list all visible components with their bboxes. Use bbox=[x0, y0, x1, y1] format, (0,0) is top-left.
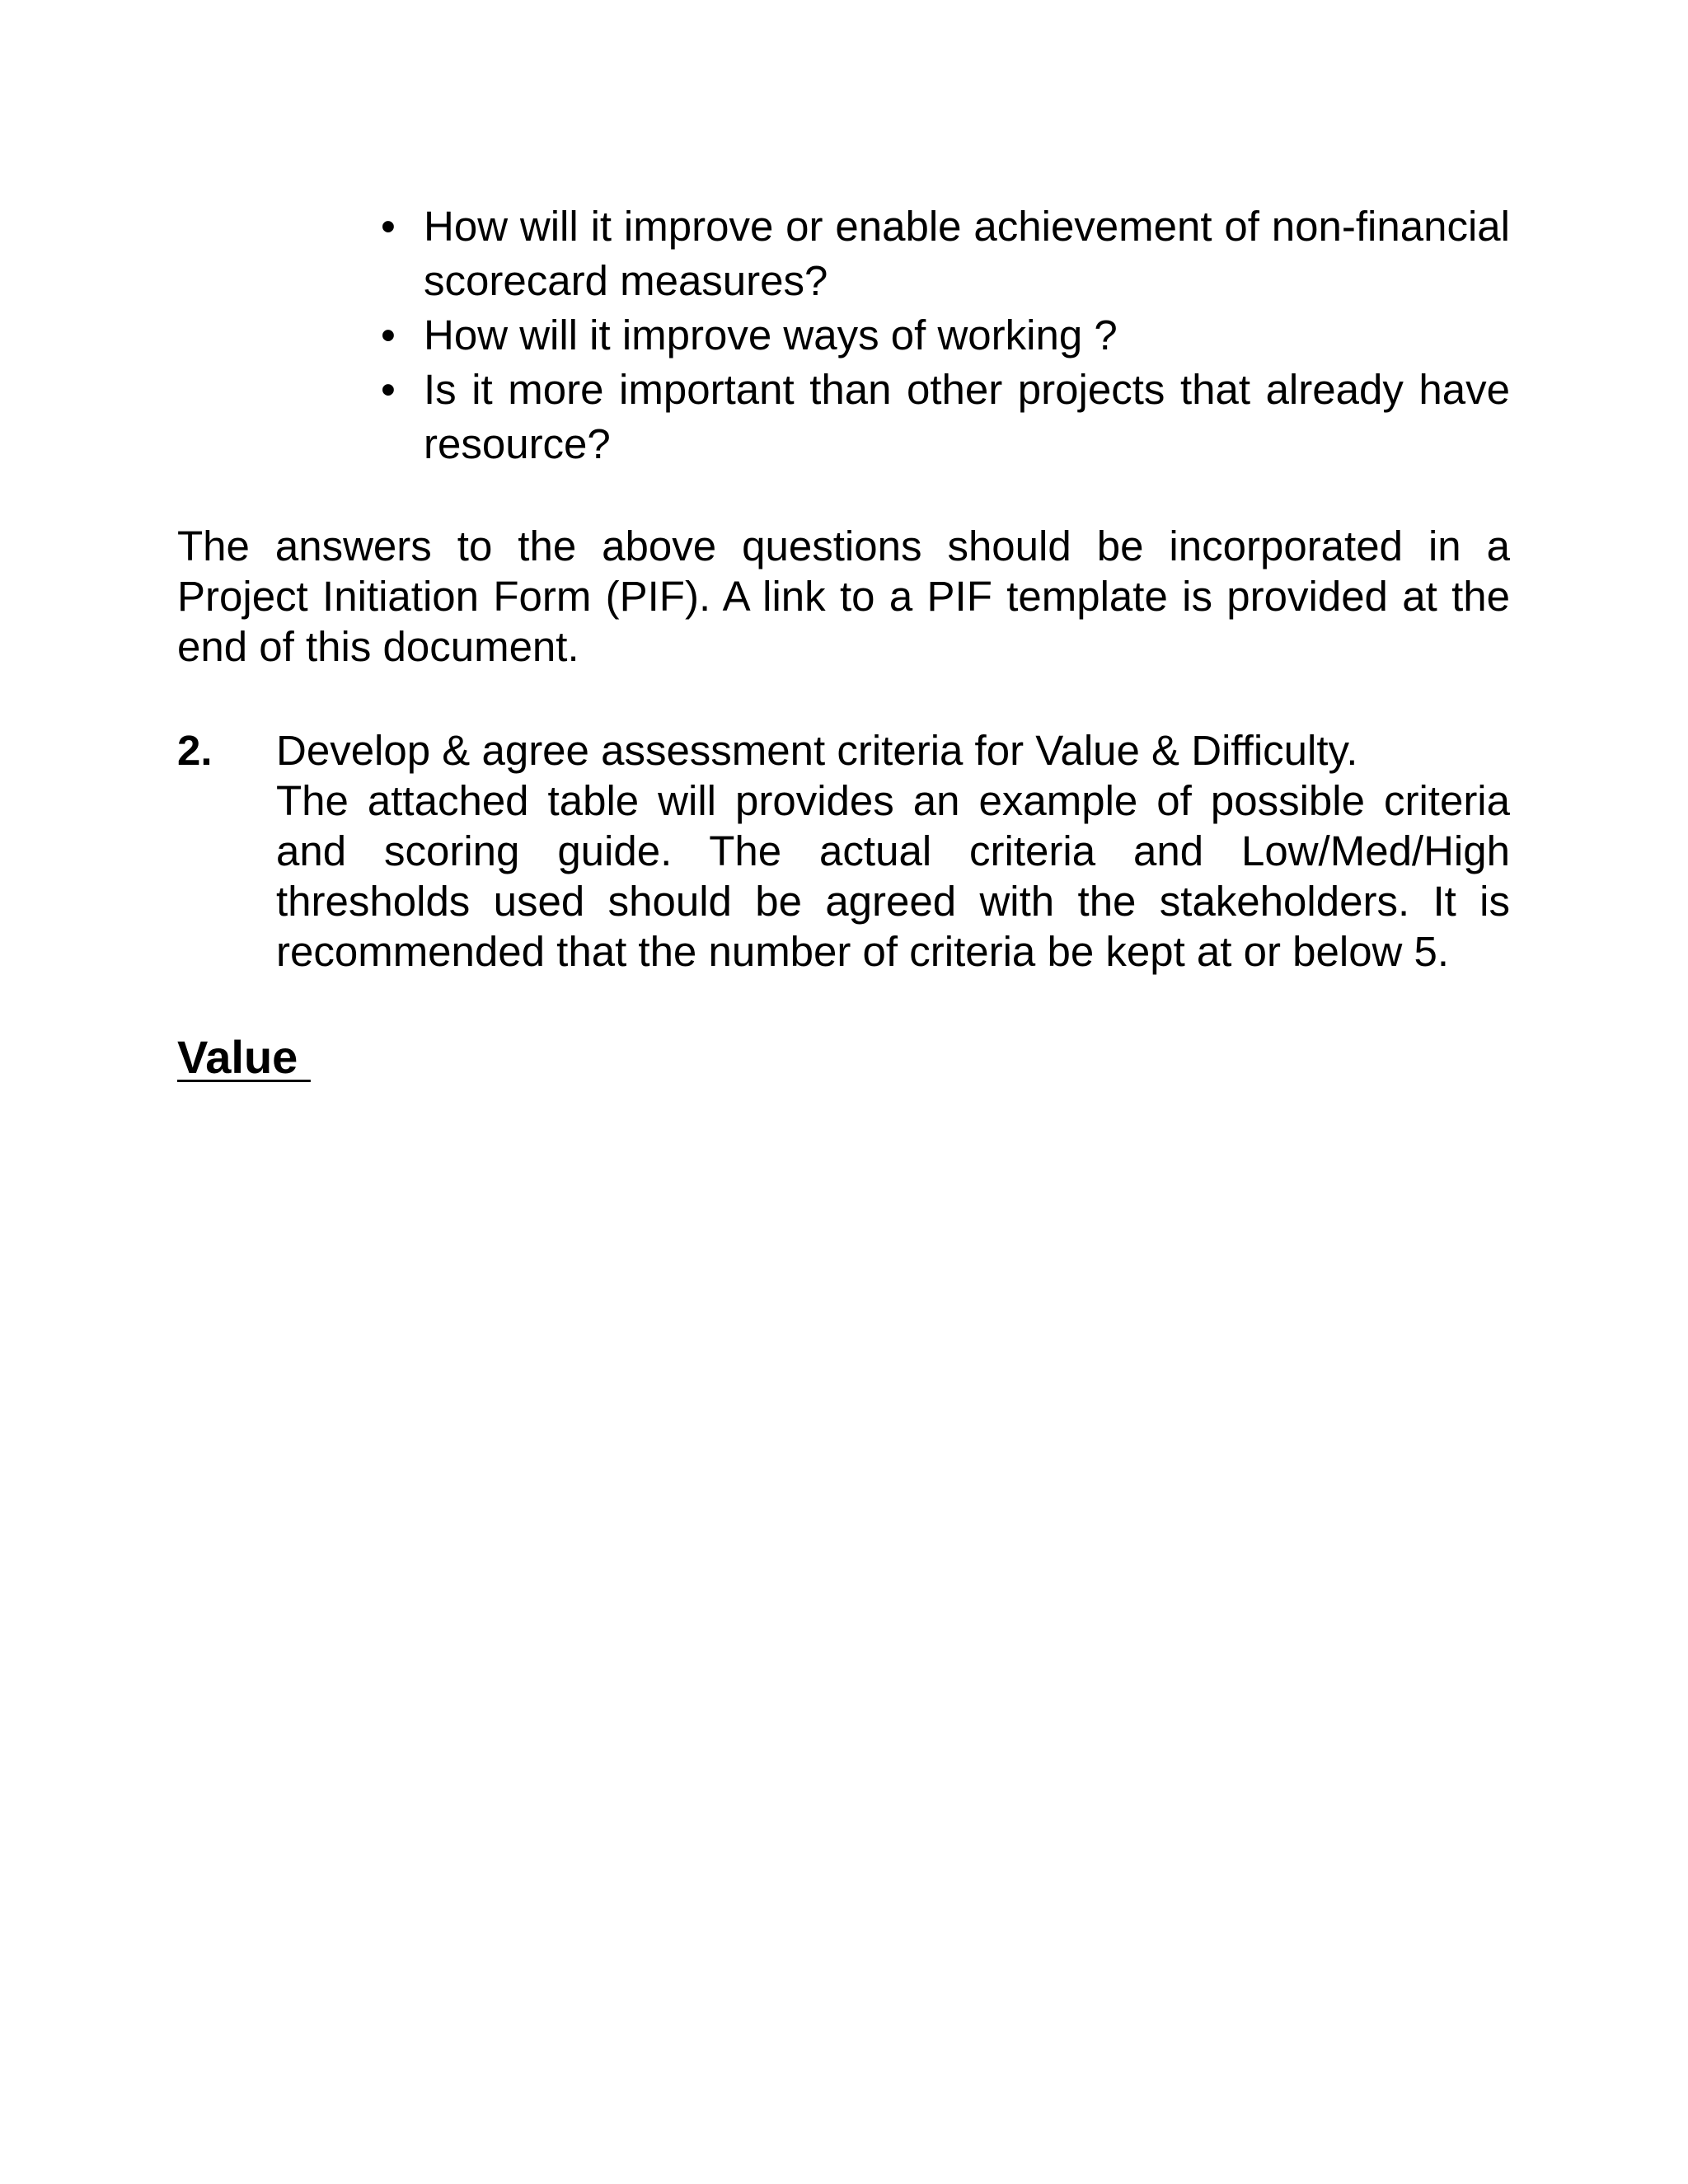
list-item bbox=[381, 308, 1510, 363]
step-number: 2. bbox=[177, 727, 213, 774]
step-description: The attached table will provides an example of possible criteria and scoring guide. The actual criteria and Low/Med/High thresholds used should be agreed with the stakeholders. It is recommended that the number of criteria be kept at or below 5. bbox=[276, 777, 1510, 975]
bullet-text: How will it improve or enable achievement of non-financial scorecard measures? bbox=[424, 203, 1510, 304]
step-title: Develop & agree assessment criteria for Value & Difficulty. bbox=[276, 727, 1358, 774]
bullet-marker: • bbox=[381, 203, 396, 250]
question-bullet-list bbox=[381, 199, 1510, 471]
section-heading-value: Value bbox=[177, 1031, 311, 1083]
step-body bbox=[276, 725, 1510, 977]
bullet-marker: • bbox=[381, 366, 396, 413]
bullet-marker: • bbox=[381, 312, 396, 359]
bullet-text: Is it more important than other projects that already have resource? bbox=[424, 366, 1510, 467]
pif-paragraph: The answers to the above questions should be incorporated in a Project Initiation Form (PIF). A link to a PIF template is provided at the end of this document. bbox=[177, 523, 1510, 670]
list-item bbox=[381, 363, 1510, 471]
bullet-text: How will it improve ways of working ? bbox=[424, 312, 1118, 359]
list-item bbox=[381, 199, 1510, 308]
